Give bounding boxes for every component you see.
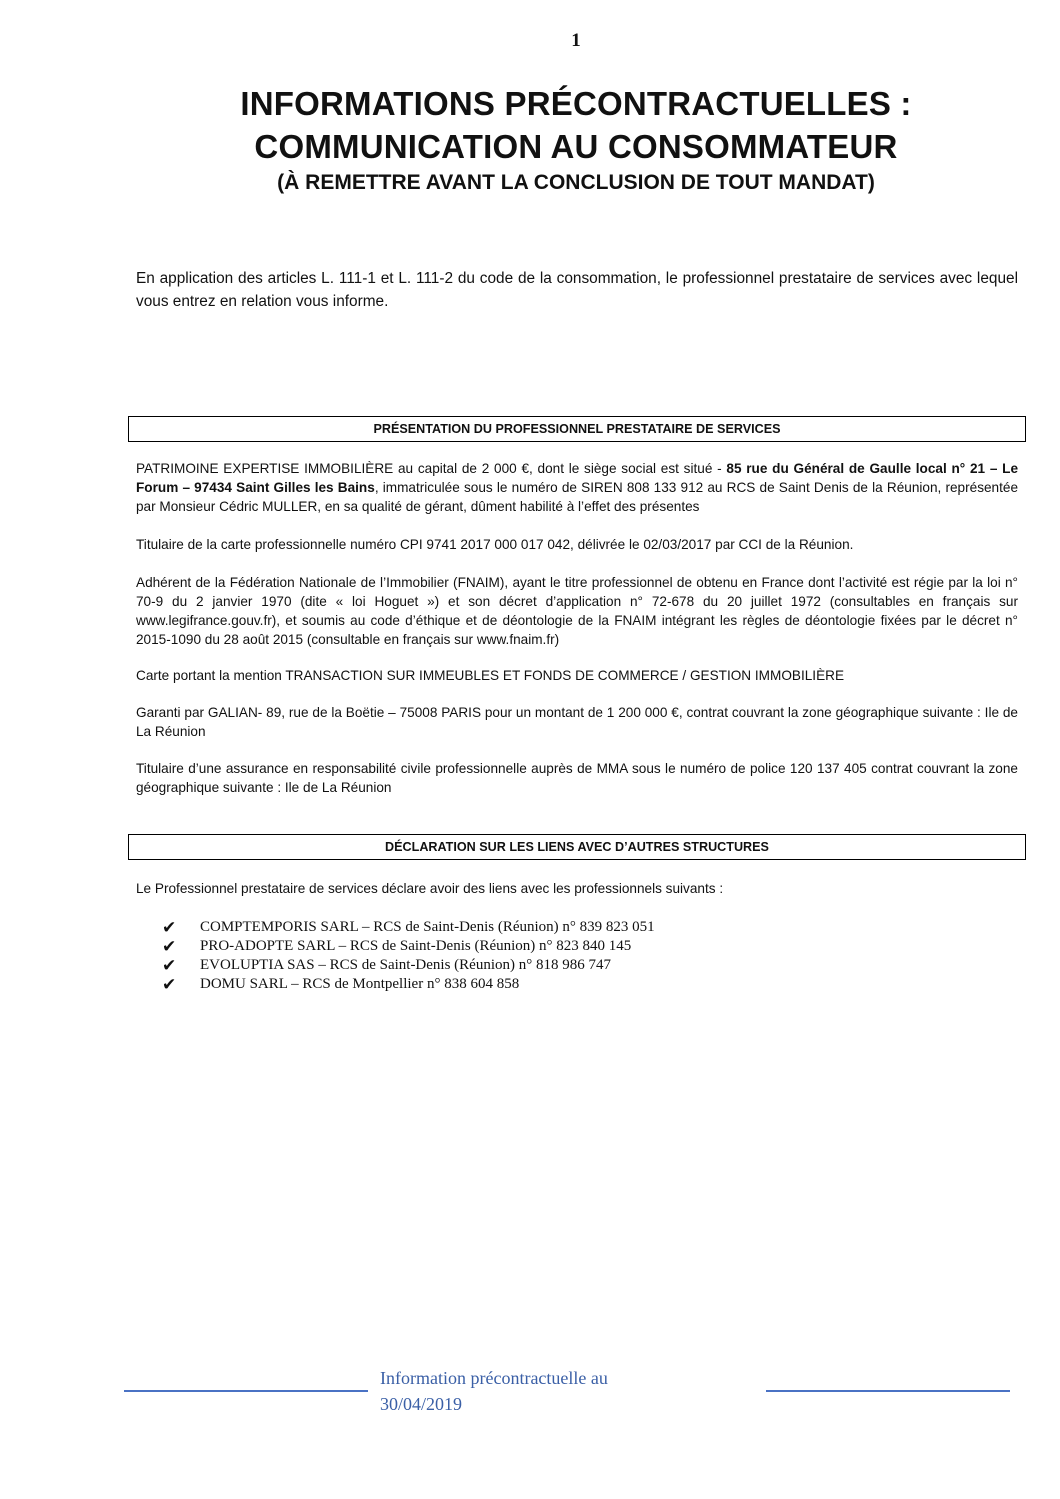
list-item [162, 956, 655, 975]
title-line-2: COMMUNICATION AU CONSOMMATEUR [254, 128, 898, 165]
mention-paragraph: Carte portant la mention TRANSACTION SUR IMMEUBLES ET FONDS DE COMMERCE / GESTION IMMOBILIÈRE [136, 668, 845, 683]
list-item-text: EVOLUPTIA SAS – RCS de Saint-Denis (Réunion) n° 818 986 747 [200, 957, 611, 973]
check-icon: ✔ [162, 956, 177, 975]
list-item [162, 918, 655, 937]
list-item [162, 975, 655, 994]
section-heading-links: DÉCLARATION SUR LES LIENS AVEC D’AUTRES STRUCTURES [128, 834, 1026, 860]
list-item-text: COMPTEMPORIS SARL – RCS de Saint-Denis (Réunion) n° 839 823 051 [200, 919, 655, 935]
check-icon: ✔ [162, 937, 177, 956]
check-icon: ✔ [162, 918, 177, 937]
insurance-paragraph: Titulaire d’une assurance en responsabilité civile professionnelle auprès de MMA sous le numéro de police 120 137 405 contrat couvrant la zone géographique suivante : Ile de La Réunion [136, 761, 1018, 795]
links-list [162, 918, 655, 994]
title-block [130, 82, 1022, 198]
subtitle: (À REMETTRE AVANT LA CONCLUSION DE TOUT MANDAT) [277, 171, 875, 194]
list-item-text: PRO-ADOPTE SARL – RCS de Saint-Denis (Réunion) n° 823 840 145 [200, 938, 632, 954]
company-text-a: PATRIMOINE EXPERTISE IMMOBILIÈRE au capital de 2 000 €, dont le siège social est situé - [136, 461, 727, 476]
fnaim-paragraph: Adhérent de la Fédération Nationale de l’Immobilier (FNAIM), ayant le titre professionnel de obtenu en France dont l’activité est régie par la loi n° 70-9 du 2 janvier 1970 (dite « loi Hoguet ») et son décret d’application n° 72-678 du 20 juillet 1972 (consultables en français sur www.legifrance.gouv.fr), et soumis au code d’éthique et de déontologie de la FNAIM intégrant les règles de déontologie fixées par le décret n° 2015-1090 du 28 août 2015 (consultable en français sur www.fnaim.fr) [136, 575, 1018, 647]
list-item [162, 937, 655, 956]
title-line-1: INFORMATIONS PRÉCONTRACTUELLES : [240, 85, 912, 122]
footer-text-line-1: Information précontractuelle au [380, 1368, 608, 1388]
guarantee-paragraph: Garanti par GALIAN- 89, rue de la Boëtie – 75008 PARIS pour un montant de 1 200 000 €, contrat couvrant la zone géographique suivante : Ile de La Réunion [136, 705, 1018, 739]
check-icon: ✔ [162, 975, 177, 994]
footer-text-line-2: 30/04/2019 [380, 1394, 463, 1414]
card-paragraph: Titulaire de la carte professionnelle numéro CPI 9741 2017 000 017 042, délivrée le 02/03/2017 par CCI de la Réunion. [136, 537, 854, 552]
links-intro: Le Professionnel prestataire de services déclare avoir des liens avec les professionnels suivants : [136, 881, 724, 896]
company-text-b: , immatriculée sous le numéro de SIREN 808 133 912 au RCS de Saint Denis de la Réunion, représentée par Monsieur Cédric MULLER, en sa qualité de gérant, dûment habilité à l’effet des présentes [136, 480, 1019, 514]
company-address: 85 rue du Général de Gaulle local n° 21 – Le Forum – 97434 Saint Gilles les Bains [136, 461, 1019, 495]
footer-rule-right [766, 1390, 1010, 1392]
footer-rule-left [124, 1390, 368, 1392]
intro-paragraph: En application des articles L. 111-1 et L. 111-2 du code de la consommation, le professionnel prestataire de services avec lequel vous entrez en relation vous informe. [136, 270, 1018, 310]
footer-text [380, 1365, 680, 1417]
page-number: 1 [571, 30, 581, 51]
list-item-text: DOMU SARL – RCS de Montpellier n° 838 604 858 [200, 976, 520, 992]
company-paragraph [136, 459, 1018, 516]
section-heading-presentation: PRÉSENTATION DU PROFESSIONNEL PRESTATAIRE DE SERVICES [128, 416, 1026, 442]
